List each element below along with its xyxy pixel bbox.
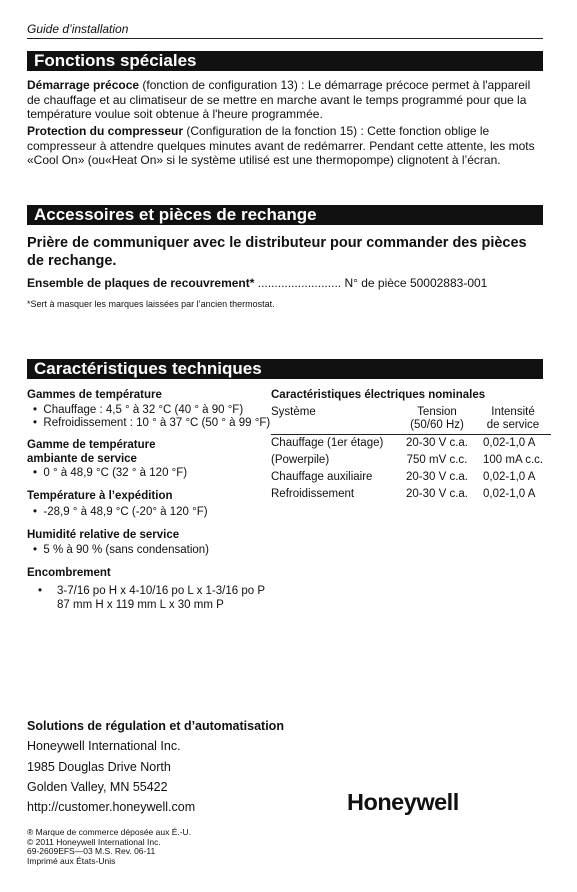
- dimensions-bullet: •: [38, 585, 43, 597]
- footer-printed: Imprimé aux États-Unis: [27, 855, 116, 866]
- footer-docnum: 69-2609EFS—03 M.S. Rev. 06-11: [27, 846, 156, 856]
- dimensions-metric: 87 mm H x 119 mm L x 30 mm P: [57, 599, 224, 611]
- table-row: Chauffage (1er étage) 20-30 V c.a. 0,02-1,0 A: [271, 437, 536, 449]
- col-current: Intensité de service: [475, 406, 551, 435]
- electrical-heading: Caractéristiques électriques nominales: [271, 389, 486, 401]
- paragraph-early-start: [27, 78, 543, 122]
- table-row: Chauffage auxiliaire 20-30 V c.a. 0,02-1,0 A: [271, 471, 536, 483]
- ambient-item: • 0 ° à 48,9 °C (32 ° à 120 °F): [33, 467, 188, 479]
- contact-heading: Solutions de régulation et d’automatisation: [27, 719, 284, 733]
- accessories-item-name: Ensemble de plaques de recouvrement*: [27, 276, 255, 290]
- section-title-accessories: Accessoires et pièces de rechange: [27, 205, 543, 225]
- header-rule: [27, 38, 543, 39]
- table-row: (Powerpile) 750 mV c.c. 100 mA c.c.: [271, 454, 544, 466]
- contact-url[interactable]: http://customer.honeywell.com: [27, 800, 196, 815]
- humidity-heading: Humidité relative de service: [27, 529, 180, 541]
- col-system: Système: [271, 406, 399, 435]
- honeywell-logo: Honeywell: [347, 789, 459, 815]
- compressor-text: (Configuration de la fonction 15) : Cette fonction oblige le compresseur à attendre quelques minutes avant de redémarrer. Pendant cette attente, les mots «Cool On» (ou«Heat On» si le système utilisé est une thermopompe) clignotent à l’écran.: [27, 124, 535, 167]
- col-voltage: Tension (50/60 Hz): [399, 406, 475, 435]
- ambient-heading: Gamme de température ambiante de service: [27, 439, 156, 465]
- shipping-heading: Température à l’expédition: [27, 490, 173, 502]
- contact-company: Honeywell International Inc.: [27, 739, 181, 754]
- early-start-term: Démarrage précoce: [27, 78, 140, 92]
- footer-block: [27, 828, 191, 866]
- contact-block: [27, 716, 284, 817]
- dimensions-heading: Encombrement: [27, 567, 111, 579]
- temp-range-item: • Chauffage : 4,5 ° à 32 °C (40 ° à 90 °F): [33, 404, 244, 416]
- electrical-table: [271, 406, 551, 505]
- temp-range-heading: Gammes de température: [27, 389, 162, 401]
- section-title-special: Fonctions spéciales: [27, 51, 543, 71]
- dimensions-imperial: 3-7/16 po H x 4-10/16 po L x 1-3/16 po P: [57, 585, 265, 597]
- electrical-header-row: [271, 406, 551, 435]
- temp-range-item: • Refroidissement : 10 ° à 37 °C (50 ° à 99 °F): [33, 417, 271, 429]
- table-row: Refroidissement 20-30 V c.a. 0,02-1,0 A: [271, 488, 536, 500]
- guide-label: Guide d’installation: [27, 22, 129, 36]
- accessories-note: *Sert à masquer les marques laissées par l’ancien thermostat.: [27, 299, 275, 309]
- accessories-intro: Prière de communiquer avec le distributeur pour commander des pièces de rechange.: [27, 235, 527, 269]
- footer-copyright: © 2011 Honeywell International Inc.: [27, 836, 161, 847]
- humidity-item: • 5 % à 90 % (sans condensation): [33, 544, 209, 556]
- shipping-item: • -28,9 ° à 48,9 °C (-20° à 120 °F): [33, 506, 208, 518]
- footer-trademark: ® Marque de commerce déposée aux É.-U.: [27, 827, 192, 837]
- paragraph-compressor: [27, 124, 543, 168]
- accessories-item-part: ......................... N° de pièce 50002883-001: [254, 276, 488, 290]
- accessories-item: [27, 276, 543, 291]
- contact-city: Golden Valley, MN 55422: [27, 779, 168, 794]
- section-title-specs: Caractéristiques techniques: [27, 359, 543, 379]
- contact-street: 1985 Douglas Drive North: [27, 759, 171, 774]
- early-start-text: (fonction de configuration 13) : Le démarrage précoce permet à l'appareil de chauffage et au climatiseur de se mettre en marche avant le temps programmé pour que la température voulue soit obtenue à l'heure programmée.: [27, 78, 531, 121]
- compressor-term: Protection du compresseur: [27, 124, 184, 138]
